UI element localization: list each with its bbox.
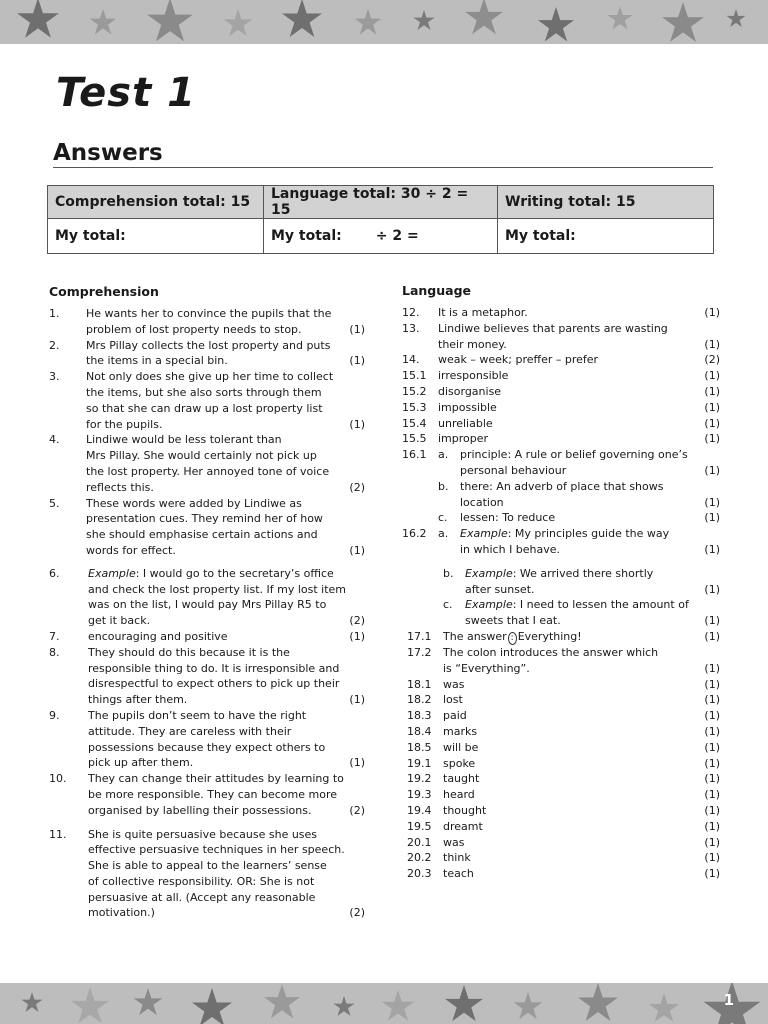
section-heading-answers: Answers [53, 140, 713, 168]
answer-line: after sunset. [465, 582, 535, 596]
answer-line: impossible [438, 400, 497, 414]
answer-number: 20.1 [407, 835, 432, 849]
answer-line: improper [438, 432, 489, 446]
answer-item-4 [49, 432, 367, 495]
answer-line: : We arrived there shortly [512, 566, 654, 580]
mark-allocation: (1) [704, 756, 720, 770]
answer-line: organised by labelling their possessions. [88, 803, 312, 817]
answer-line: words for effect. [86, 543, 176, 557]
language-total-header: Language total: 30 ÷ 2 = 15 [264, 186, 498, 219]
answer-line: marks [443, 724, 478, 738]
answer-line: The answer [443, 629, 507, 643]
answer-line: These words were added by Lindiwe as [86, 496, 302, 510]
answer-item-18-3 [407, 708, 720, 724]
answer-line: possessions because they expect others to [88, 740, 326, 754]
answer-item-5 [49, 496, 367, 559]
mark-allocation: (2) [349, 480, 365, 494]
answer-line: Everything! [517, 629, 582, 643]
answer-line: pick up after them. [88, 756, 194, 770]
answer-number: 15.4 [402, 416, 427, 430]
answer-line: persuasive at all. (Accept any reasonable [88, 890, 316, 904]
answer-number: 19.5 [407, 819, 432, 833]
answer-line: : I would go to the secretary’s office [135, 566, 334, 580]
writing-my-total: My total: [498, 219, 714, 254]
answer-number: 18.2 [407, 693, 432, 707]
comprehension-section [49, 283, 367, 921]
answer-line: motivation.) [88, 906, 155, 920]
comprehension-heading: Comprehension [49, 284, 159, 299]
comprehension-my-total: My total: [48, 219, 264, 254]
mark-allocation: (1) [704, 614, 720, 628]
answer-item-15-2 [402, 384, 720, 400]
answer-line: irresponsible [438, 369, 509, 383]
answer-line: in which I behave. [460, 542, 561, 556]
answer-line: spoke [443, 756, 476, 770]
answer-line: personal behaviour [460, 463, 567, 477]
sub-letter: c. [443, 598, 453, 612]
answer-line: the lost property. Her annoyed tone of voice [86, 464, 330, 478]
mark-allocation: (1) [704, 693, 720, 707]
mark-allocation: (1) [349, 322, 365, 336]
answer-line: The pupils don’t seem to have the right [88, 708, 307, 722]
mark-allocation: (1) [704, 724, 720, 738]
answer-number: 19.4 [407, 803, 432, 817]
answer-number: 7. [49, 629, 60, 643]
page-title: Test 1 [56, 70, 196, 116]
mark-allocation: (1) [704, 337, 720, 351]
mark-allocation: (1) [704, 835, 720, 849]
answer-line: things after them. [88, 693, 188, 707]
sub-answer-b [443, 566, 720, 598]
top-star-banner [0, 0, 768, 44]
star-decoration [0, 0, 768, 44]
answer-item-13 [402, 321, 720, 353]
answer-line: : My principles guide the way [507, 527, 670, 541]
answer-item-15-5 [402, 431, 720, 447]
answer-number: 13. [402, 321, 420, 335]
answer-line: lessen: To reduce [460, 511, 556, 525]
answer-number: 12. [402, 306, 420, 319]
answer-number: 16.2 [402, 527, 427, 541]
mark-allocation: (1) [704, 772, 720, 786]
answer-number: 15.5 [402, 432, 427, 446]
answer-line: Not only does she give up her time to collect [86, 370, 334, 384]
mark-allocation: (1) [704, 709, 720, 723]
mark-allocation: (1) [704, 740, 720, 754]
answer-item-17-1 [407, 629, 720, 645]
answer-line: of collective responsibility. OR: She is not [88, 874, 315, 888]
answer-number: 20.2 [407, 851, 432, 865]
answer-item-16-1 [402, 447, 720, 526]
answer-item-14 [402, 352, 720, 368]
answer-line: so that she can draw up a lost property list [86, 401, 323, 415]
answer-line: He wants her to convince the pupils that the [86, 307, 332, 320]
answer-item-8 [49, 645, 367, 708]
my-total-row [48, 219, 714, 254]
answer-number: 3. [49, 370, 60, 384]
answers-17-to-20 [407, 629, 720, 882]
answer-number: 15.1 [402, 369, 427, 383]
answer-number: 2. [49, 338, 60, 352]
answer-line: They can change their attitudes by learning to [88, 772, 344, 786]
language-my-total-label: My total: [271, 228, 342, 244]
mark-allocation: (2) [349, 803, 365, 817]
answer-line: was [443, 835, 465, 849]
answer-line: she should emphasise certain actions and [86, 528, 318, 542]
answer-line: for the pupils. [86, 417, 163, 431]
answer-number: 14. [402, 353, 420, 367]
answer-item-11 [49, 827, 367, 922]
page-number: 1 [723, 991, 734, 1009]
answer-item-19-1 [407, 756, 720, 772]
answer-item-19-4 [407, 803, 720, 819]
language-divide-label: ÷ 2 = [375, 228, 419, 244]
answer-line: Mrs Pillay. She would certainly not pick up [86, 449, 317, 463]
answer-item-20-3 [407, 866, 720, 882]
sub-letter: c. [438, 511, 448, 525]
answer-line: taught [443, 772, 480, 786]
answer-item-20-1 [407, 835, 720, 851]
mark-allocation: (1) [704, 788, 720, 802]
answer-item-15-3 [402, 400, 720, 416]
answer-item-17-2 [407, 645, 720, 677]
answer-line: They should do this because it is the [88, 645, 290, 659]
answer-item-15-4 [402, 416, 720, 432]
sub-answer-b [438, 479, 720, 511]
mark-allocation: (1) [704, 416, 720, 430]
answer-item-12 [402, 305, 720, 321]
answer-item-9 [49, 708, 367, 771]
mark-allocation: (1) [704, 867, 720, 881]
answer-line: their money. [438, 337, 507, 351]
totals-table [47, 185, 714, 254]
answer-line: the items in a special bin. [86, 354, 228, 368]
answer-line: teach [443, 867, 474, 881]
sub-answer-c [438, 510, 720, 526]
answer-number: 10. [49, 772, 67, 786]
answer-number: 20.3 [407, 867, 432, 881]
answer-item-19-5 [407, 819, 720, 835]
example-label: Example [465, 566, 513, 580]
answer-line: unreliable [438, 416, 493, 430]
mark-allocation: (1) [704, 542, 720, 556]
answer-line: think [443, 851, 471, 865]
mark-allocation: (1) [349, 629, 365, 643]
answer-item-2 [49, 338, 367, 370]
mark-allocation: (1) [704, 803, 720, 817]
answer-item-20-2 [407, 850, 720, 866]
answer-line: was on the list, I would pay Mrs Pillay R5 to [88, 598, 327, 612]
answer-number: 15.2 [402, 384, 427, 398]
mark-allocation: (1) [704, 582, 720, 596]
answer-line: problem of lost property needs to stop. [86, 322, 302, 336]
answer-line: thought [443, 803, 487, 817]
circled-colon: : [508, 632, 517, 645]
answer-number: 18.3 [407, 709, 432, 723]
answer-line: encouraging and positive [88, 629, 228, 643]
mark-allocation: (1) [704, 629, 720, 643]
answer-line: Lindiwe believes that parents are wasting [438, 321, 668, 335]
answer-number: 1. [49, 307, 60, 320]
answer-number: 19.1 [407, 756, 432, 770]
totals-header-row [48, 186, 714, 219]
mark-allocation: (2) [349, 614, 365, 628]
answer-line: dreamt [443, 819, 483, 833]
answer-line: reflects this. [86, 480, 154, 494]
answer-item-16-2 [402, 526, 720, 558]
mark-allocation: (2) [349, 906, 365, 920]
sub-letter: b. [443, 566, 454, 580]
answer-number: 15.3 [402, 400, 427, 414]
answer-line: It is a metaphor. [438, 306, 528, 319]
mark-allocation: (1) [704, 511, 720, 525]
answer-line: sweets that I eat. [465, 614, 561, 628]
answer-line: attitude. They are careless with their [88, 724, 292, 738]
answer-item-16-2-continued [443, 566, 720, 629]
mark-allocation: (2) [704, 353, 720, 367]
answer-number: 19.3 [407, 788, 432, 802]
mark-allocation: (1) [704, 432, 720, 446]
answer-line: principle: A rule or belief governing one’s [460, 448, 688, 462]
answer-line: responsible thing to do. It is irresponsible and [88, 661, 340, 675]
answer-item-7 [49, 629, 367, 645]
answer-number: 16.1 [402, 448, 427, 462]
mark-allocation: (1) [349, 756, 365, 770]
mark-allocation: (1) [704, 463, 720, 477]
answer-line: paid [443, 709, 467, 723]
answer-line: The colon introduces the answer which [443, 645, 659, 659]
answer-number: 11. [49, 827, 67, 841]
answer-line: get it back. [88, 614, 151, 628]
answer-number: 18.5 [407, 740, 432, 754]
answer-number: 19.2 [407, 772, 432, 786]
answer-item-1 [49, 306, 367, 338]
answer-line: heard [443, 788, 475, 802]
star-decoration [0, 983, 768, 1024]
answer-number: 17.2 [407, 645, 432, 659]
answer-line: She is quite persuasive because she uses [88, 827, 318, 841]
mark-allocation: (1) [704, 369, 720, 383]
answer-line: effective persuasive techniques in her speech. [88, 843, 345, 857]
answer-item-3 [49, 369, 367, 432]
answer-line: there: An adverb of place that shows [460, 479, 664, 493]
mark-allocation: (1) [349, 693, 365, 707]
answer-item-18-2 [407, 692, 720, 708]
answer-line: Mrs Pillay collects the lost property and puts [86, 338, 331, 352]
answer-line: will be [443, 740, 479, 754]
answer-item-19-2 [407, 771, 720, 787]
mark-allocation: (1) [704, 851, 720, 865]
answer-line: presentation cues. They remind her of how [86, 512, 323, 526]
answer-line: disorganise [438, 384, 502, 398]
answer-line: weak – week; preffer – prefer [438, 353, 599, 367]
sub-letter: a. [438, 527, 449, 541]
sub-answer-a [438, 526, 720, 558]
answer-number: 17.1 [407, 629, 432, 643]
sub-letter: a. [438, 448, 449, 462]
answer-line: : I need to lessen the amount of [512, 598, 689, 612]
answer-item-15-1 [402, 368, 720, 384]
answer-number: 9. [49, 708, 60, 722]
sub-answer-c [443, 597, 720, 629]
mark-allocation: (1) [704, 384, 720, 398]
language-heading: Language [402, 283, 472, 298]
mark-allocation: (1) [704, 400, 720, 414]
answer-line: disrespectful to expect others to pick up their [88, 677, 340, 691]
example-label: Example [460, 527, 508, 541]
answer-line: be more responsible. They can become more [88, 787, 338, 801]
answer-number: 18.4 [407, 724, 432, 738]
mark-allocation: (1) [349, 543, 365, 557]
mark-allocation: (1) [704, 661, 720, 675]
answer-item-18-4 [407, 724, 720, 740]
mark-allocation: (1) [704, 495, 720, 509]
answer-number: 4. [49, 433, 60, 447]
sub-answer-a [438, 447, 720, 479]
answer-line: Lindiwe would be less tolerant than [86, 433, 282, 447]
answer-line: the items, but she also sorts through them [86, 385, 322, 399]
answer-line: is “Everything”. [443, 661, 530, 675]
sub-letter: b. [438, 479, 449, 493]
answer-item-18-5 [407, 740, 720, 756]
mark-allocation: (1) [704, 306, 720, 319]
answer-line: She is able to appeal to the learners’ sense [88, 859, 327, 873]
answer-number: 6. [49, 566, 60, 580]
writing-total-header: Writing total: 15 [498, 186, 714, 219]
mark-allocation: (1) [704, 677, 720, 691]
example-label: Example [465, 598, 513, 612]
answer-line: was [443, 677, 465, 691]
comprehension-total-header: Comprehension total: 15 [48, 186, 264, 219]
answer-line: lost [443, 693, 463, 707]
language-section [402, 283, 720, 882]
mark-allocation: (1) [349, 354, 365, 368]
answer-number: 5. [49, 496, 60, 510]
language-my-total [264, 219, 498, 254]
answer-number: 18.1 [407, 677, 432, 691]
example-label: Example [88, 566, 136, 580]
answer-item-10 [49, 771, 367, 818]
bottom-star-banner [0, 983, 768, 1024]
answer-number: 8. [49, 645, 60, 659]
answer-item-6 [49, 566, 367, 629]
answer-item-18-1 [407, 677, 720, 693]
answer-line: location [460, 495, 504, 509]
answer-item-19-3 [407, 787, 720, 803]
mark-allocation: (1) [704, 819, 720, 833]
answer-line: and check the lost property list. If my lost item [88, 582, 347, 596]
mark-allocation: (1) [349, 417, 365, 431]
